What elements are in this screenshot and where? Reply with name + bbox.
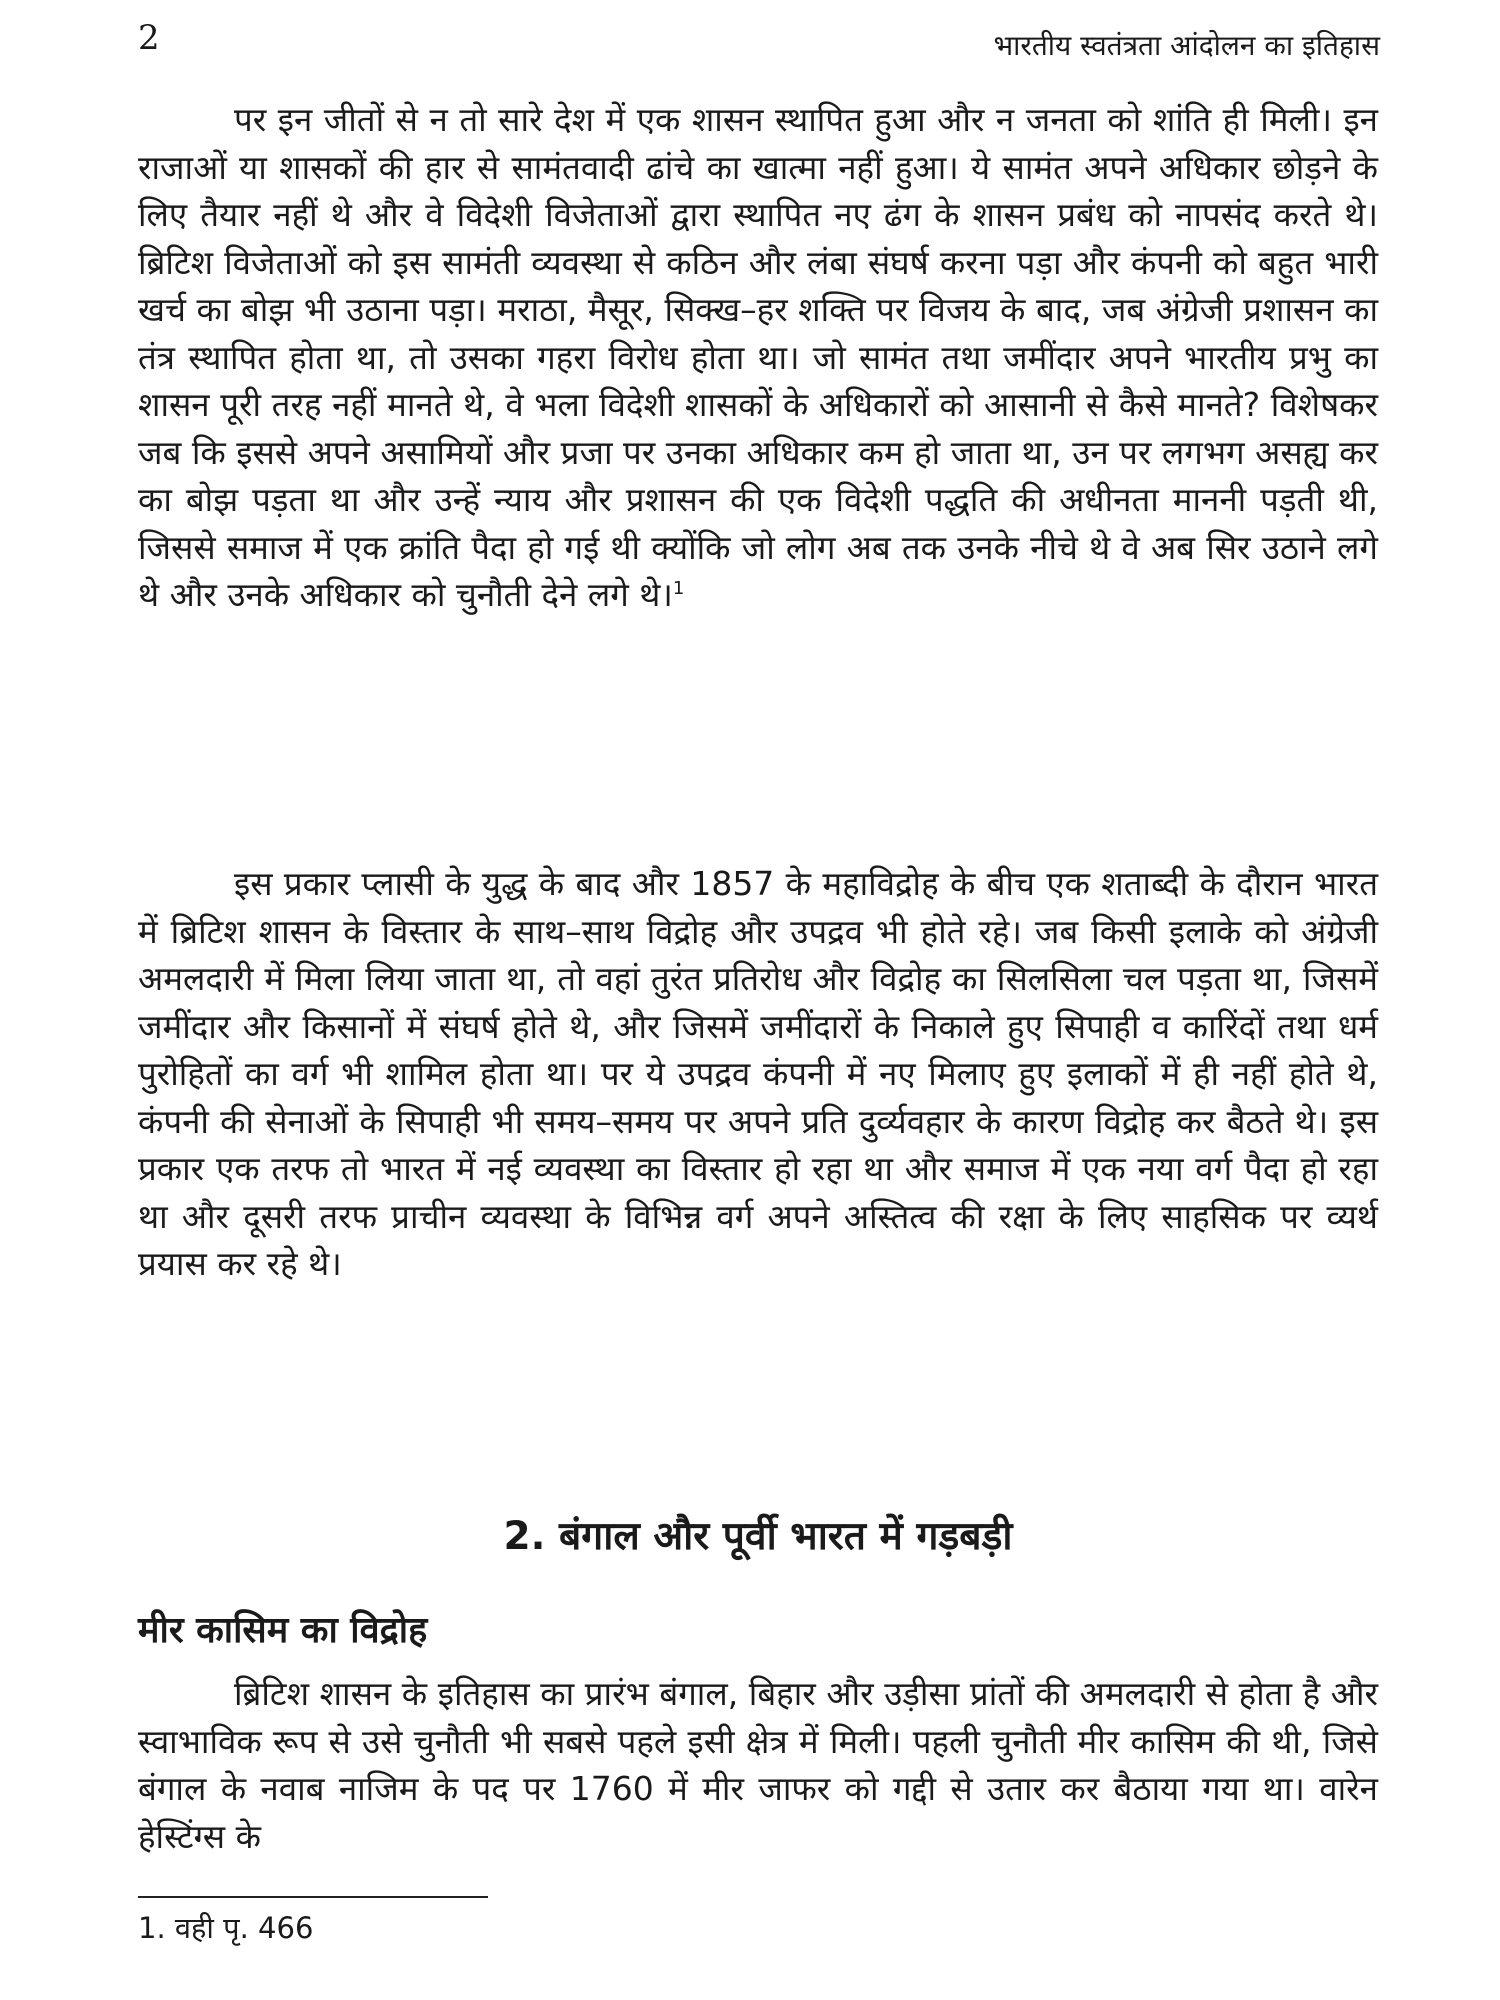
sub-heading: मीर कासिम का विद्रोह xyxy=(138,1610,428,1651)
paragraph-2 xyxy=(138,860,1378,1288)
paragraph-3 xyxy=(138,1670,1378,1860)
section-heading: 2. बंगाल और पूर्वी भारत में गड़बड़ी xyxy=(503,1514,1013,1559)
footnote-divider xyxy=(138,1896,488,1898)
paragraph-1 xyxy=(138,96,1378,619)
footnote: 1. वही पृ. 466 xyxy=(138,1911,314,1945)
paragraph-1-text: पर इन जीतों से न तो सारे देश में एक शासन स्थापित हुआ और न जनता को शांति ही मिली। इन राजाओं या शासकों की हार से सामंतवादी ढांचे का खात्मा नहीं हुआ। ये सामंत अपने अधिकार छोड़ने के लिए तैयार नहीं थे और वे विदेशी विजेताओं द्वारा स्थापित नए ढंग के शासन प्रबंध को नापसंद करते थे। ब्रिटिश विजेताओं को इस सामंती व्यवस्था से कठिन और लंबा संघर्ष करना पड़ा और कंपनी को बहुत भारी खर्च का बोझ भी उठाना पड़ा। मराठा, मैसूर, सिक्ख–हर शक्ति पर विजय के बाद, जब अंग्रेजी प्रशासन का तंत्र स्थापित होता था, तो उसका गहरा विरोध होता था। जो सामंत तथा जमींदार अपने भारतीय प्रभु का शासन पूरी तरह नहीं मानते थे, वे भला विदेशी शासकों के अधिकारों को आसानी से कैसे मानते? विशेषकर जब कि इससे अपने असामियों और प्रजा पर उनका अधिकार कम हो जाता था, उन पर लगभग असह्य कर का बोझ पड़ता था और उन्हें न्याय और प्रशासन की एक विदेशी पद्धति की अधीनता माननी पड़ती थी, जिससे समाज में एक क्रांति पैदा हो गई थी क्योंकि जो लोग अब तक उनके नीचे थे वे अब सिर उठाने लगे थे और उनके अधिकार को चुनौती देने लगे थे। xyxy=(138,100,1378,614)
page-number: 2 xyxy=(138,18,160,58)
paragraph-2-text: इस प्रकार प्लासी के युद्ध के बाद और 1857 के महाविद्रोह के बीच एक शताब्दी के दौरान भारत में ब्रिटिश शासन के विस्तार के साथ–साथ विद्रोह और उपद्रव भी होते रहे। जब किसी इलाके को अंग्रेजी अमलदारी में मिला लिया जाता था, तो वहां तुरंत प्रतिरोध और विद्रोह का सिलसिला चल पड़ता था, जिसमें जमींदार और किसानों में संघर्ष होते थे, और जिसमें जमींदारों के निकाले हुए सिपाही व कारिंदों तथा धर्म पुरोहितों का वर्ग भी शामिल होता था। पर ये उपद्रव कंपनी में नए मिलाए हुए इलाकों में ही नहीं होते थे, कंपनी की सेनाओं के सिपाही भी समय–समय पर अपने प्रति दुर्व्यवहार के कारण विद्रोह कर बैठते थे। इस प्रकार एक तरफ तो भारत में नई व्यवस्था का विस्तार हो रहा था और समाज में एक नया वर्ग पैदा हो रहा था और दूसरी तरफ प्राचीन व्यवस्था के विभिन्न वर्ग अपने अस्तित्व की रक्षा के लिए साहसिक पर व्यर्थ प्रयास कर रहे थे। xyxy=(138,864,1378,1283)
footnote-marker: 1 xyxy=(672,578,685,599)
running-header-title: भारतीय स्वतंत्रता आंदोलन का इतिहास xyxy=(993,29,1380,62)
paragraph-3-text: ब्रिटिश शासन के इतिहास का प्रारंभ बंगाल, बिहार और उड़ीसा प्रांतों की अमलदारी से होता है और स्वाभाविक रूप से उसे चुनौती भी सबसे पहले इसी क्षेत्र में मिली। पहली चुनौती मीर कासिम की थी, जिसे बंगाल के नवाब नाजिम के पद पर 1760 में मीर जाफर को गद्दी से उतार कर बैठाया गया था। वारेन हेस्टिंग्स के xyxy=(138,1674,1378,1856)
